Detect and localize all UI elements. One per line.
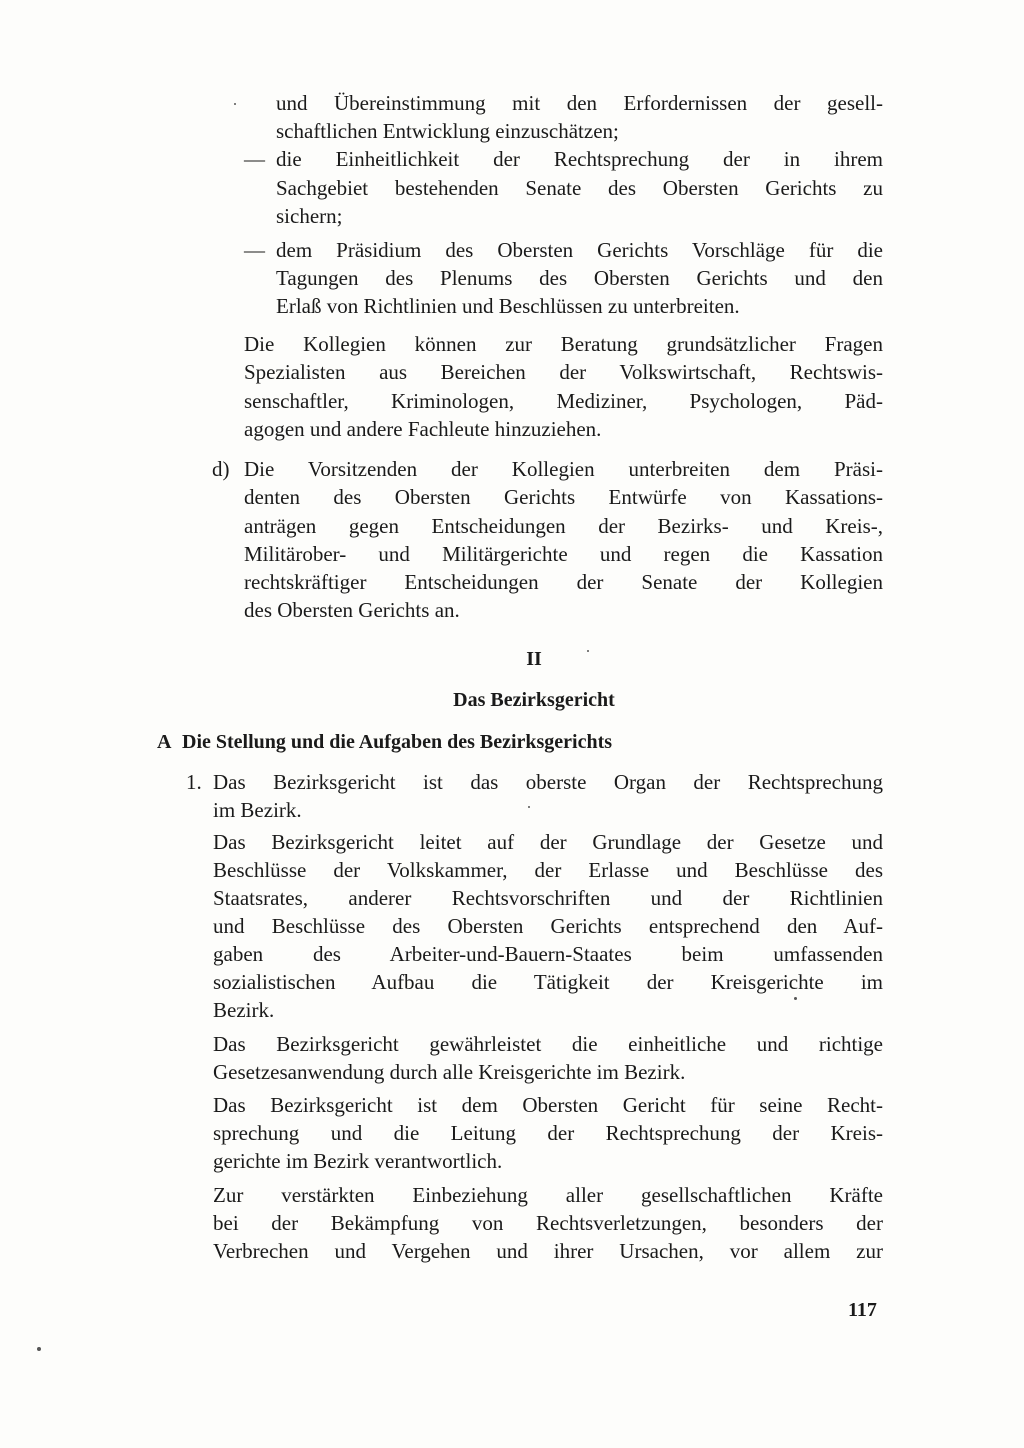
- bullet-dash-1: —: [244, 147, 265, 171]
- para-1-line-1: Das Bezirksgericht leitet auf der Grundlage der Gesetze und: [213, 830, 883, 854]
- item-1-marker: 1.: [186, 770, 202, 794]
- section-title: Das Bezirksgericht: [453, 689, 615, 711]
- bullet-1-line-1: die Einheitlichkeit der Rechtsprechung der in ihrem: [276, 147, 883, 171]
- bullet-2-line-3: Erlaß von Richtlinien und Beschlüssen zu unterbreiten.: [276, 294, 740, 318]
- para-1-line-2: Beschlüsse der Volkskammer, der Erlasse und Beschlüsse des: [213, 858, 883, 882]
- item-d-line-5: rechtskräftiger Entscheidungen der Senate der Kollegien: [244, 570, 883, 594]
- para-4-line-2: bei der Bekämpfung von Rechtsverletzungen, besonders der: [213, 1211, 883, 1235]
- para-1-line-5: gaben des Arbeiter-und-Bauern-Staates beim umfassenden: [213, 942, 883, 966]
- item-d-line-4: Militärober- und Militärgerichte und regen die Kassation: [244, 542, 883, 566]
- kollegien-line-1: Die Kollegien können zur Beratung grundsätzlicher Fragen: [244, 332, 883, 356]
- item-d-line-6: des Obersten Gerichts an.: [244, 598, 460, 622]
- bullet-dash-2: —: [244, 238, 265, 262]
- para-1-line-6: sozialistischen Aufbau die Tätigkeit der Kreisgerichte im: [213, 970, 883, 994]
- item-1-line-1: Das Bezirksgericht ist das oberste Organ der Rechtsprechung: [213, 770, 883, 794]
- kollegien-line-2: Spezialisten aus Bereichen der Volkswirtschaft, Rechtswis-: [244, 360, 883, 384]
- scan-speck: [528, 806, 530, 808]
- kollegien-line-4: agogen und andere Fachleute hinzuziehen.: [244, 417, 602, 441]
- kollegien-line-3: senschaftler, Kriminologen, Mediziner, Psychologen, Päd-: [244, 389, 883, 413]
- para-2-line-1: Das Bezirksgericht gewährleistet die einheitliche und richtige: [213, 1032, 883, 1056]
- scan-speck: [587, 650, 589, 652]
- para-1-line-4: und Beschlüsse des Obersten Gerichts entsprechend den Auf-: [213, 914, 883, 938]
- bullet-1-line-2: Sachgebiet bestehenden Senate des Obersten Gerichts zu: [276, 176, 883, 200]
- scan-speck: [37, 1347, 41, 1351]
- scan-speck: [794, 997, 797, 1000]
- item-d-line-1: Die Vorsitzenden der Kollegien unterbreiten dem Präsi-: [244, 457, 883, 481]
- para-4-line-3: Verbrechen und Vergehen und ihrer Ursachen, vor allem zur: [213, 1239, 883, 1263]
- para-3-line-3: gerichte im Bezirk verantwortlich.: [213, 1149, 503, 1173]
- bullet-2-line-1: dem Präsidium des Obersten Gerichts Vorschläge für die: [276, 238, 883, 262]
- item-d-marker: d): [212, 457, 230, 481]
- item-d-line-3: anträgen gegen Entscheidungen der Bezirks- und Kreis-,: [244, 514, 883, 538]
- page-number: 117: [848, 1299, 877, 1321]
- para-4-line-1: Zur verstärkten Einbeziehung aller gesellschaftlichen Kräfte: [213, 1183, 883, 1207]
- subsection-marker: A: [157, 731, 172, 753]
- section-number: II: [526, 648, 542, 670]
- para-3-line-2: sprechung und die Leitung der Rechtsprechung der Kreis-: [213, 1121, 883, 1145]
- bullet-1-line-3: sichern;: [276, 204, 343, 228]
- intro-line-2: schaftlichen Entwicklung einzuschätzen;: [276, 119, 619, 143]
- para-1-line-7: Bezirk.: [213, 998, 275, 1022]
- para-2-line-2: Gesetzesanwendung durch alle Kreisgerichte im Bezirk.: [213, 1060, 686, 1084]
- item-1-line-2: im Bezirk.: [213, 798, 302, 822]
- para-1-line-3: Staatsrates, anderer Rechtsvorschriften und der Richtlinien: [213, 886, 883, 910]
- item-d-line-2: denten des Obersten Gerichts Entwürfe von Kassations-: [244, 485, 883, 509]
- scan-speck: [234, 103, 236, 105]
- intro-line-1: und Übereinstimmung mit den Erfordernissen der gesell-: [276, 91, 883, 115]
- para-3-line-1: Das Bezirksgericht ist dem Obersten Gericht für seine Recht-: [213, 1093, 883, 1117]
- subsection-title: Die Stellung und die Aufgaben des Bezirksgerichts: [182, 731, 613, 753]
- bullet-2-line-2: Tagungen des Plenums des Obersten Gerichts und den: [276, 266, 883, 290]
